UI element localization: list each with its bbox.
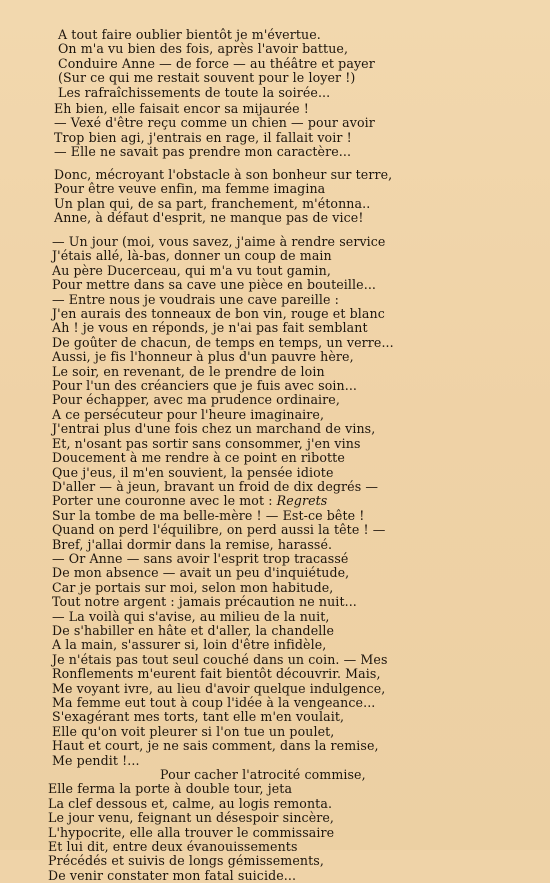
verse-line: Je n'étais pas tout seul couché dans un coin. — Mes bbox=[52, 651, 388, 667]
stanza-2 bbox=[0, 102, 550, 160]
verse-line: Que j'eus, il m'en souvient, la pensée idiote bbox=[52, 464, 334, 480]
verse-line: De venir constater mon fatal suicide... bbox=[48, 867, 297, 883]
verse-line: Sur la tombe de ma belle-mère ! — Est-ce bête ! bbox=[52, 507, 365, 523]
verse-line: Ma femme eut tout à coup l'idée à la vengeance... bbox=[52, 695, 376, 710]
stanza-1 bbox=[0, 28, 550, 100]
verse-text: Porter une couronne avec le mot : bbox=[52, 493, 277, 509]
verse-line: Elle ferma la porte à double tour, jeta bbox=[48, 781, 293, 797]
verse-line: Me voyant ivre, au lieu d'avoir quelque indulgence, bbox=[52, 680, 386, 696]
verse-line: La clef dessous et, calme, au logis remonta. bbox=[48, 795, 333, 811]
stanza-3 bbox=[0, 168, 550, 226]
verse-line: Elle qu'on voit pleurer si l'on tue un poulet, bbox=[52, 723, 335, 739]
verse-line: Pour être veuve enfin, ma femme imagina bbox=[54, 181, 326, 197]
verse-line: L'hypocrite, elle alla trouver le commissaire bbox=[48, 824, 335, 840]
verse-line: Ah ! je vous en réponds, je n'ai pas fait semblant bbox=[52, 320, 368, 336]
verse-line: De goûter de chacun, de temps en temps, un verre... bbox=[52, 334, 394, 350]
verse-line: — La voilà qui s'avise, au milieu de la nuit, bbox=[52, 608, 330, 624]
verse-line: — Un jour (moi, vous savez, j'aime à rendre service bbox=[52, 234, 386, 249]
verse-line: Pour échapper, avec ma prudence ordinaire, bbox=[52, 392, 340, 408]
italic-word: Regrets bbox=[276, 493, 328, 509]
verse-line: A tout faire oublier bientôt je m'évertue. bbox=[58, 27, 321, 42]
verse-line: De mon absence — avait un peu d'inquiétude, bbox=[52, 565, 350, 581]
verse-line: Un plan qui, de sa part, franchement, m'étonna.. bbox=[54, 195, 371, 211]
verse-line bbox=[0, 494, 550, 508]
verse-line: — Vexé d'être reçu comme un chien — pour avoir bbox=[54, 115, 375, 131]
verse-line: Haut et court, je ne sais comment, dans la remise, bbox=[52, 738, 379, 754]
verse-line: Car je portais sur moi, selon mon habitude, bbox=[52, 579, 334, 595]
verse-line: Au père Ducerceau, qui m'a vu tout gamin, bbox=[52, 262, 331, 278]
verse-line: Et, n'osant pas sortir sans consommer, j'en vins bbox=[52, 435, 361, 451]
verse-line: Pour mettre dans sa cave une pièce en bouteille... bbox=[52, 277, 377, 293]
verse-line: (Sur ce qui me restait souvent pour le loyer !) bbox=[58, 70, 356, 86]
verse-line: Conduire Anne — de force — au théâtre et payer bbox=[58, 55, 375, 71]
verse-line: Eh bien, elle faisait encor sa mijaurée ! bbox=[54, 101, 309, 116]
verse-line: Précédés et suivis de longs gémissements, bbox=[48, 853, 324, 869]
verse-line: Doucement à me rendre à ce point en ribotte bbox=[52, 450, 345, 466]
verse-line: A la main, s'assurer si, loin d'être infidèle, bbox=[52, 637, 327, 653]
verse-line: Et lui dit, entre deux évanouissements bbox=[48, 839, 298, 855]
verse-line: — Entre nous je voudrais une cave pareille : bbox=[52, 291, 339, 307]
verse-line: Ronflements m'eurent fait bientôt découvrir. Mais, bbox=[52, 666, 381, 682]
verse-line: Me pendit !... bbox=[52, 752, 140, 768]
verse-line: Le jour venu, feignant un désespoir sincère, bbox=[48, 810, 335, 826]
verse-line: Aussi, je fis l'honneur à plus d'un pauvre hère, bbox=[52, 349, 354, 365]
verse-line: J'entrai plus d'une fois chez un marchand de vins, bbox=[52, 421, 376, 437]
verse-line: D'aller — à jeun, bravant un froid de dix degrés — bbox=[52, 478, 379, 494]
verse-line: J'étais allé, là-bas, donner un coup de main bbox=[52, 248, 332, 264]
verse-line: Anne, à défaut d'esprit, ne manque pas de vice! bbox=[54, 210, 364, 226]
verse-line: S'exagérant mes torts, tant elle m'en voulait, bbox=[52, 709, 345, 725]
verse-line: Les rafraîchissements de toute la soirée... bbox=[58, 84, 331, 100]
verse-line: Bref, j'allai dormir dans la remise, harassé. bbox=[52, 536, 333, 552]
verse-line: On m'a vu bien des fois, après l'avoir battue, bbox=[58, 41, 349, 57]
verse-line: Pour cacher l'atrocité commise, bbox=[160, 767, 366, 783]
verse-line: Tout notre argent : jamais précaution ne nuit... bbox=[52, 594, 357, 610]
verse-line: Le soir, en revenant, de le prendre de loin bbox=[52, 363, 325, 379]
verse-line: A ce persécuteur pour l'heure imaginaire, bbox=[52, 406, 325, 422]
verse-line: Donc, mécroyant l'obstacle à son bonheur sur terre, bbox=[54, 167, 393, 182]
verse-line: — Or Anne — sans avoir l'esprit trop tracassé bbox=[52, 550, 349, 566]
stanza-4 bbox=[0, 235, 550, 883]
verse-line: Pour l'un des créanciers que je fuis avec soin... bbox=[52, 378, 358, 394]
verse-line: — Elle ne savait pas prendre mon caractère... bbox=[54, 144, 352, 160]
verse-line: J'en aurais des tonneaux de bon vin, rouge et blanc bbox=[52, 306, 385, 322]
verse-line: Quand on perd l'équilibre, on perd aussi la tête ! — bbox=[52, 522, 386, 538]
verse-line: Trop bien agi, j'entrais en rage, il fallait voir ! bbox=[54, 129, 352, 145]
verse-line: De s'habiller en hâte et d'aller, la chandelle bbox=[52, 622, 335, 638]
